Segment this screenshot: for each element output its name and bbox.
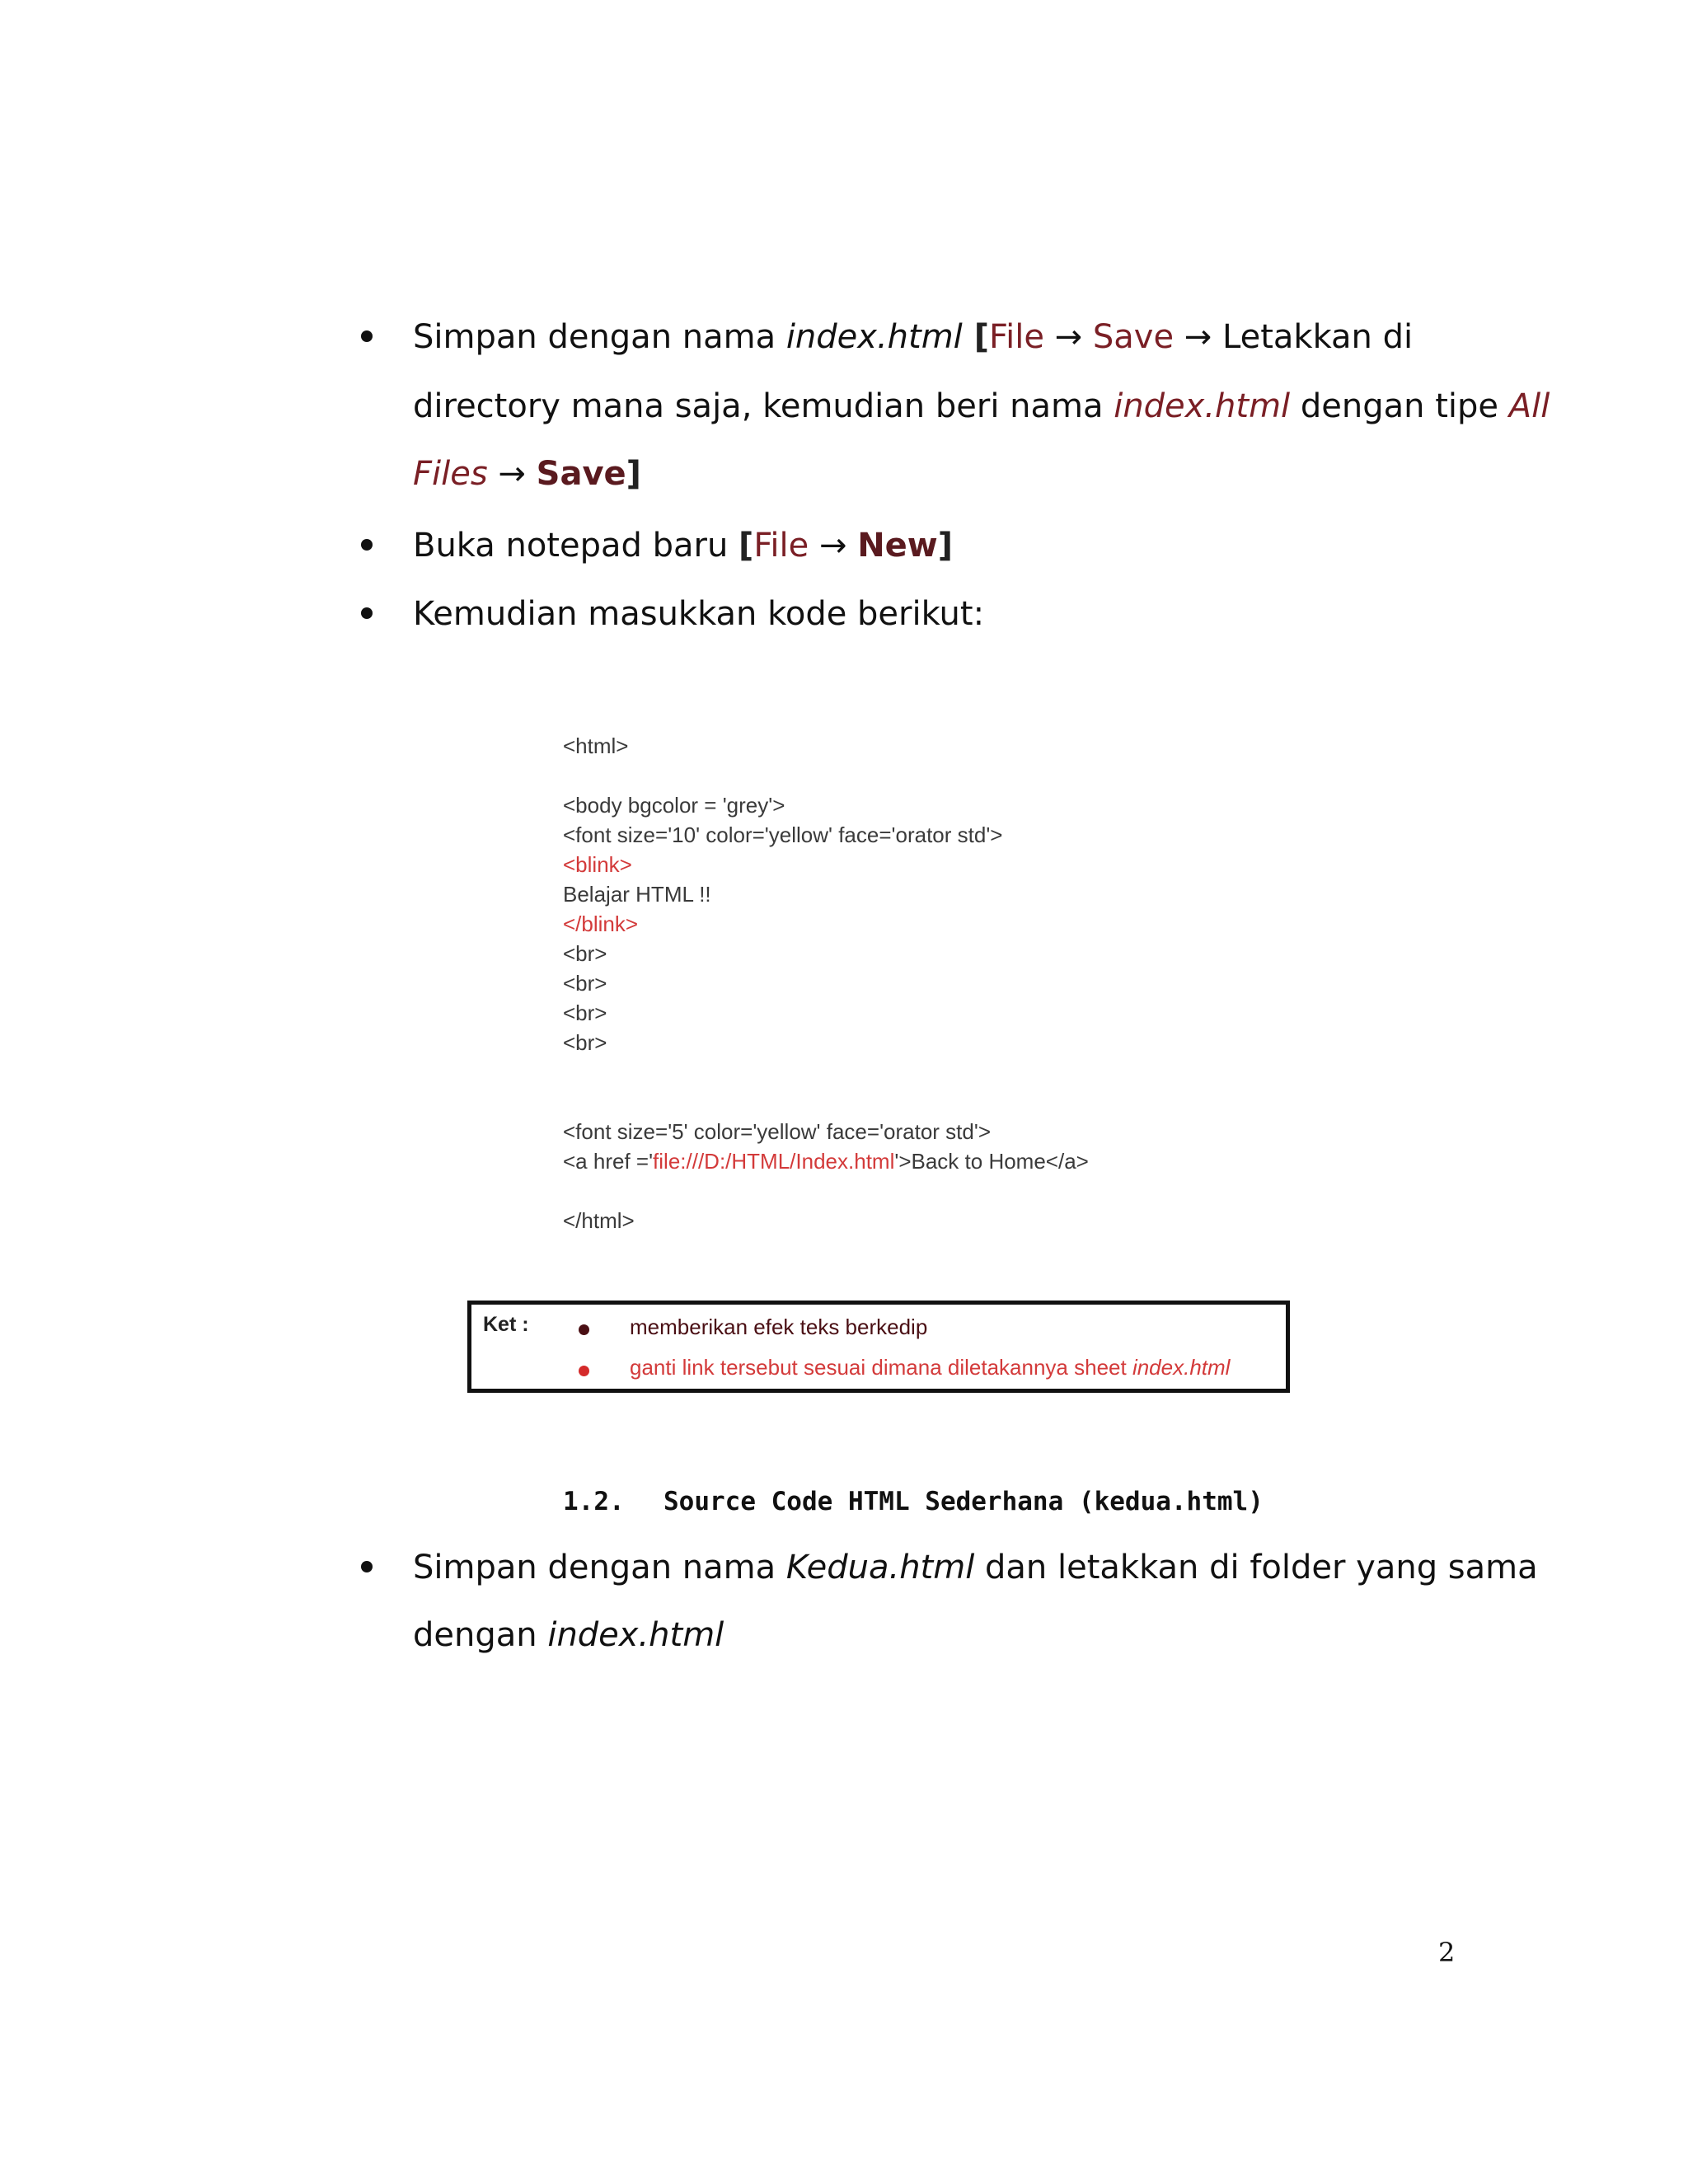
text-span: Simpan dengan nama: [413, 1549, 786, 1586]
file-type-text: Files: [413, 455, 488, 493]
bullet-line: [413, 579, 1476, 649]
bullet-icon: [361, 330, 373, 342]
bullet-icon: [361, 607, 373, 619]
legend-bullet-icon: [579, 1366, 589, 1376]
text-span: Kemudian masukkan kode berikut:: [413, 595, 985, 633]
bullet-line: [413, 1601, 1476, 1670]
section-caption: [563, 1487, 1264, 1516]
code-line-blink-close: </blink>: [563, 912, 639, 936]
bracket-open: [: [738, 527, 754, 565]
legend-bullet-icon: [579, 1324, 589, 1335]
code-line: <font size='5' color='yellow' face='orator std'>: [563, 1119, 992, 1144]
bullet-line: [413, 1533, 1538, 1602]
code-line: <body bgcolor = 'grey'>: [563, 793, 785, 818]
filename-index: index.html: [785, 318, 963, 356]
code-span: <a href =': [563, 1149, 654, 1174]
arrow-text: →: [487, 455, 537, 493]
arrow-text: →: [1043, 318, 1093, 356]
text-span: Buka notepad baru: [413, 527, 739, 565]
legend-box: [467, 1301, 1290, 1393]
new-command-text: New: [857, 527, 938, 565]
bullet-icon: [361, 1561, 373, 1572]
bullet-line: [413, 372, 1550, 441]
code-line: <br>: [563, 1001, 607, 1025]
code-line: <html>: [563, 733, 629, 758]
bullet-item-save-index: [361, 302, 1550, 517]
caption-number: 1.2.: [563, 1487, 625, 1516]
page-number: 2: [1438, 1937, 1456, 1968]
bullet-line: [413, 439, 1476, 509]
code-link-url: file:///D:/HTML/Index.html: [653, 1149, 895, 1174]
arrow-text: →: [809, 527, 858, 565]
code-line: <br>: [563, 971, 607, 996]
text-span: directory mana saja, kemudian beri nama: [413, 387, 1114, 425]
filename-kedua: Kedua.html: [785, 1549, 975, 1586]
code-line: <font size='10' color='yellow' face='orator std'>: [563, 823, 1003, 847]
legend-item-blink: memberikan efek teks berkedip: [630, 1315, 928, 1339]
menu-file-text: File: [989, 318, 1044, 356]
file-type-text: All: [1508, 387, 1550, 425]
bullet-line: [413, 302, 1476, 372]
filename-index: index.html: [547, 1616, 724, 1654]
legend-text: ganti link tersebut sesuai dimana diletakannya sheet: [630, 1355, 1132, 1380]
bullet-item-save-kedua: [361, 1533, 1538, 1671]
legend-filename: index.html: [1132, 1355, 1231, 1380]
code-line-anchor: [563, 1147, 1089, 1175]
bullet-item-new-notepad: [361, 511, 1465, 580]
text-span: dengan: [413, 1616, 548, 1654]
menu-file-text: File: [753, 527, 809, 565]
code-line: <br>: [563, 941, 607, 966]
code-span: '>Back to Home</a>: [894, 1149, 1089, 1174]
text-span: Simpan dengan nama: [413, 318, 786, 356]
code-line: </html>: [563, 1208, 635, 1233]
legend-label: Ket :: [483, 1313, 529, 1336]
bracket-close: ]: [937, 527, 954, 565]
menu-save-text: Save: [1092, 318, 1175, 356]
bracket-close: ]: [626, 455, 641, 493]
code-line: <br>: [563, 1030, 607, 1055]
text-span: → Letakkan di: [1174, 318, 1414, 356]
bracket-open: [: [962, 318, 989, 356]
text-span: dan letakkan di folder yang sama: [974, 1549, 1538, 1586]
bullet-item-enter-code: [361, 579, 1465, 649]
bullet-line: [413, 511, 1476, 580]
bullet-icon: [361, 539, 373, 551]
code-line-blink-open: <blink>: [563, 852, 632, 877]
text-span: dengan tipe: [1290, 387, 1509, 425]
legend-item-link: [630, 1355, 1230, 1380]
filename-index: index.html: [1114, 387, 1291, 425]
save-command-text: Save: [536, 455, 626, 493]
caption-title: Source Code HTML Sederhana (kedua.html): [663, 1487, 1264, 1516]
code-line: Belajar HTML !!: [563, 882, 711, 907]
